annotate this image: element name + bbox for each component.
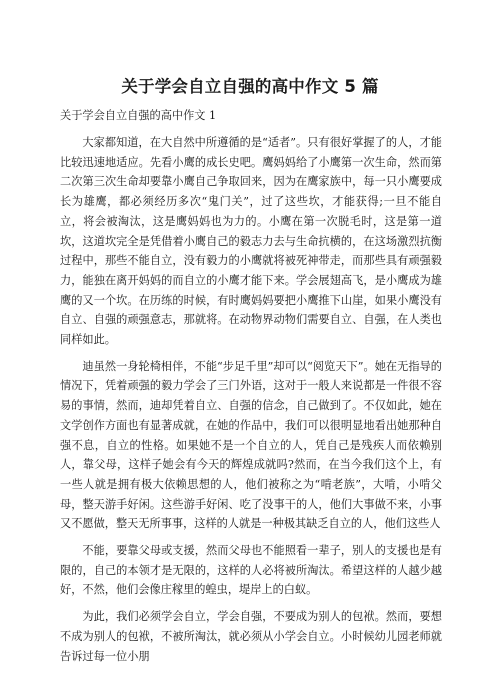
paragraph: 为此，我们必须学会自立，学会自强，不要成为别人的包袱。然而，要想不成为别人的包袱，不被所淘汰，就必须从小学会自立。小时候幼儿园老师就告诉过每一位小朋: [60, 610, 442, 663]
paragraph: 大家都知道，在大自然中所遵循的是“适者”。只有很好掌握了的人，才能比较迅速地适应。先看小鹰的成长史吧。鹰妈妈给了小鹰第一次生命，然而第二次第三次生命却要靠小鹰自己争取回来，因为在鹰家族中，每一只小鹰要成长为雄鹰，都必须经历多次“鬼门关”，过了这些坎，才能获得;一旦不能自立，将会被淘汰，这是鹰妈妈也为力的。小鹰在第一次脱毛时，这是第一道坎，这道坎完全是凭借着小鹰自己的毅志力去与生命抗横的，在这场激烈抗衡过程中，那些不能自立，没有毅力的小鹰就将被死神带走，而那些具有顽强毅力，能独在离开妈妈的而自立的小鹰才能下来。学会展翅高飞，是小鹰成为雄鹰的又一个坎。在历练的时候，有时鹰妈妈要把小鹰推下山崖，如果小鹰没有自立、自强的顽强意志，那就将。在动物界动物们需要自立、自强，在人类也同样如此。: [60, 136, 442, 347]
document-body: [60, 108, 442, 673]
document-title: 关于学会自立自强的高中作文 5 篇: [121, 77, 379, 96]
paragraph: 不能，要靠父母或支援，然而父母也不能照看一辈子，别人的支援也是有限的，自己的本领才是无限的，这样的人必将被所淘汰。希望这样的人越少越好，不然，他们会像庄稼里的蝗虫，堤岸上的白蚁。: [60, 544, 442, 597]
essay-subtitle: 关于学会自立自强的高中作文 1: [60, 109, 217, 122]
paragraph: 迪虽然一身轮椅相伴，不能“步足千里”却可以“阅览天下”。她在无指导的情况下，凭着顽强的毅力学会了三门外语，这对于一般人来说都是一件很不容易的事情，然而，迪却凭着自立、自强的信念，自己做到了。不仅如此，她在文学创作方面也有显著成就，在她的作品中，我们可以很明显地看出她那种自强不息，自立的性格。如果她不是一个自立的人，凭自己是残疾人而依赖别人，靠父母，这样子她会有今天的辉煌成就吗?然而，在当今我们这个上，有一些人就是拥有极大依赖思想的人，他们被称之为“啃老族”，大啃，小啃父母，整天游手好闲。这些游手好闲、吃了没事干的人，他们大事做不来，小事又不愿做，整天无所事事，这样的人就是一种极其缺乏自立的人，他们这些人: [60, 359, 442, 531]
